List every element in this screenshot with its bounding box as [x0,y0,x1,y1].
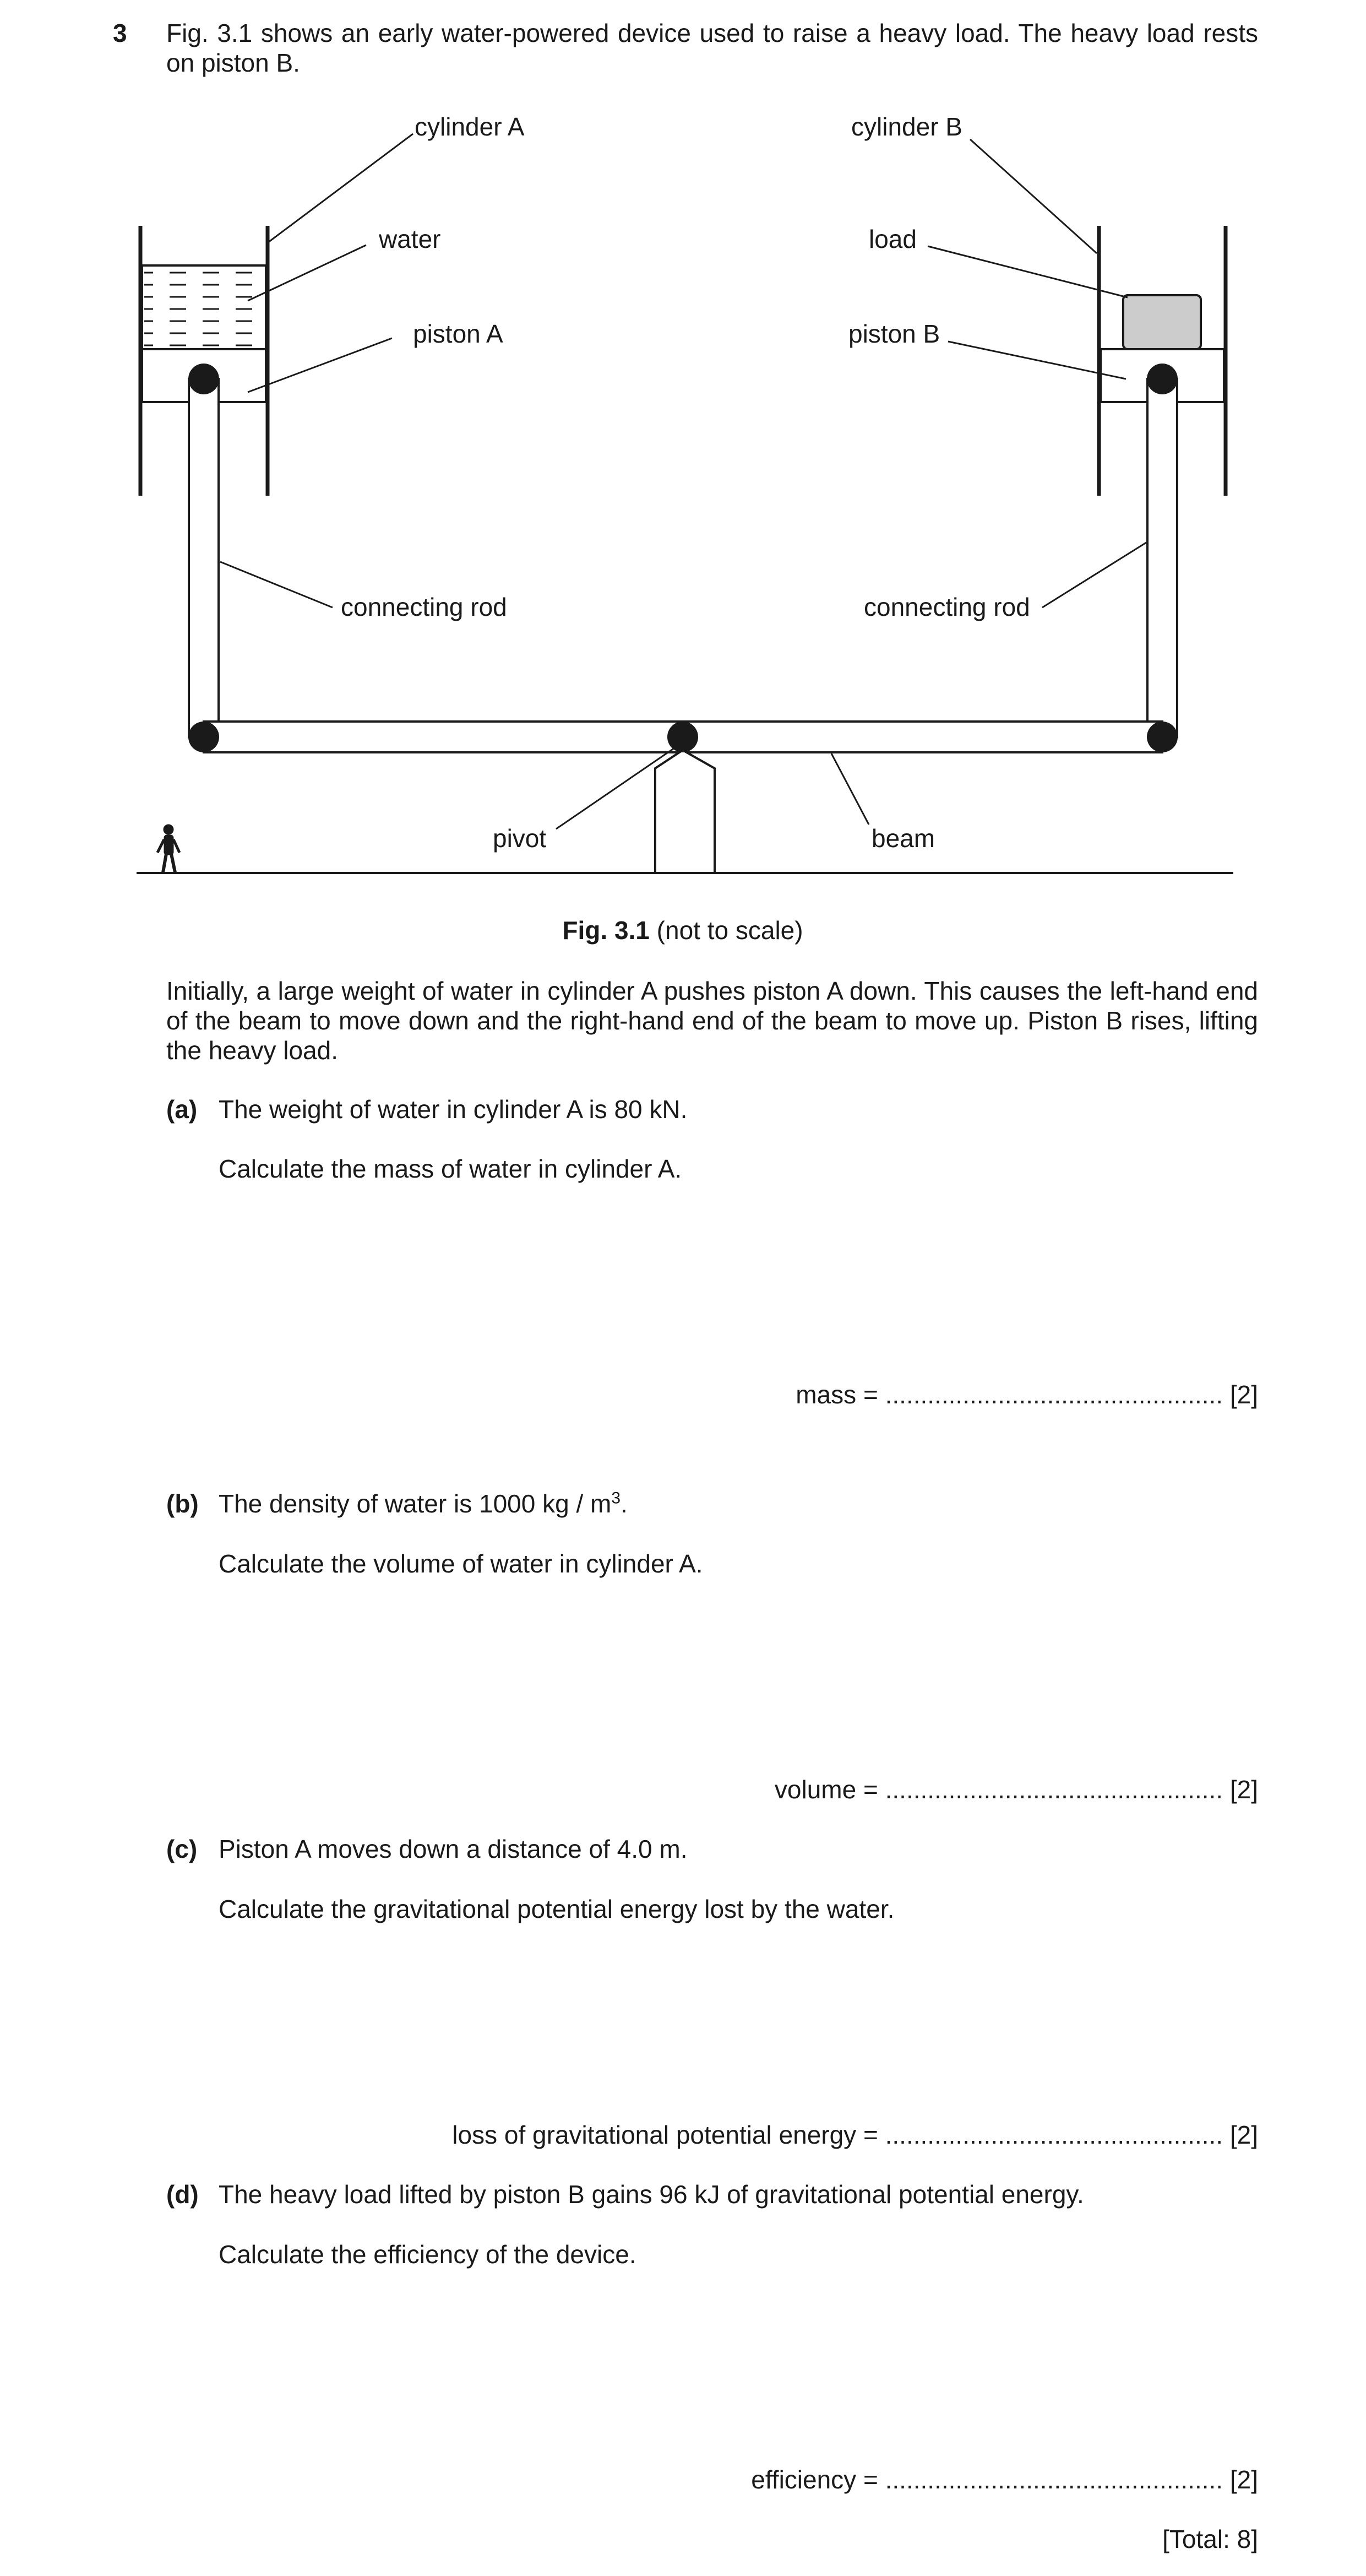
part-c-label: (c) [166,1835,198,1863]
description: Initially, a large weight of water in cylinder A pushes piston A down. This causes the left-hand end of the beam to move down and the right-hand end of the beam to move up. Piston B rises, lifting the heavy load. [166,977,1258,1065]
connecting-rod-left [189,379,219,737]
question-intro: Fig. 3.1 shows an early water-powered device used to raise a heavy load. The heavy load rests on piston B. [166,19,1258,77]
label-cylinder-a: cylinder A [415,112,525,141]
figure-3-1 [0,0,1366,945]
answer-prefix: volume = [774,1775,885,1804]
label-water: water [379,225,441,253]
load [1123,295,1201,349]
marks: [2] [1229,1775,1258,1804]
person-scale-figure [157,825,179,872]
part-b-statement [219,1489,628,1519]
marks: [2] [1229,2121,1258,2149]
question-number: 3 [113,19,127,47]
label-beam: beam [872,824,935,853]
answer-prefix: efficiency = [751,2465,885,2494]
superscript-3: 3 [611,1489,621,1507]
part-d-statement: The heavy load lifted by piston B gains 96 kJ of gravitational potential energy. [219,2180,1084,2209]
part-b-statement-text: The density of water is 1000 kg / m [219,1489,612,1518]
answer-prefix: loss of gravitational potential energy = [452,2121,885,2149]
answer-line-gpe-loss[interactable] [452,2120,1258,2150]
answer-dots[interactable]: ................................................ [885,2465,1223,2494]
answer-dots[interactable]: ................................................ [885,2121,1223,2149]
label-piston-a: piston A [413,319,503,348]
label-cylinder-b: cylinder B [851,112,962,141]
label-load: load [869,225,917,253]
part-a-task: Calculate the mass of water in cylinder A. [219,1154,682,1183]
figure-caption [562,916,803,945]
answer-dots[interactable]: ................................................ [885,1380,1223,1409]
water [142,265,266,349]
pivot-support [655,750,715,873]
caption-bold: Fig. 3.1 [562,916,650,945]
part-b-task: Calculate the volume of water in cylinder A. [219,1549,703,1578]
part-b-label: (b) [166,1489,199,1518]
label-piston-b: piston B [848,319,940,348]
part-c-statement: Piston A moves down a distance of 4.0 m. [219,1835,688,1863]
joint-right-top [1147,364,1178,394]
part-d-label: (d) [166,2180,199,2209]
part-a-statement: The weight of water in cylinder A is 80 kN. [219,1095,688,1124]
label-pivot: pivot [493,824,547,853]
label-connecting-rod-left: connecting rod [341,593,507,621]
total-marks: [Total: 8] [1162,2525,1258,2553]
joint-right-bottom [1147,722,1178,752]
answer-line-mass[interactable] [796,1380,1258,1409]
label-connecting-rod-right: connecting rod [864,593,1030,621]
answer-prefix: mass = [796,1380,885,1409]
pivot [667,722,698,752]
joint-left-top [188,364,219,394]
part-a-label: (a) [166,1095,198,1124]
answer-line-efficiency[interactable] [751,2465,1258,2494]
answer-dots[interactable]: ................................................ [885,1775,1223,1804]
marks: [2] [1229,1380,1258,1409]
marks: [2] [1229,2465,1258,2494]
connecting-rod-right [1147,379,1177,737]
answer-line-volume[interactable] [775,1775,1258,1804]
caption-rest: (not to scale) [649,916,803,945]
joint-left-bottom [188,722,219,752]
part-b-statement-end: . [621,1489,628,1518]
part-c-task: Calculate the gravitational potential energy lost by the water. [219,1895,895,1923]
part-d-task: Calculate the efficiency of the device. [219,2240,636,2269]
